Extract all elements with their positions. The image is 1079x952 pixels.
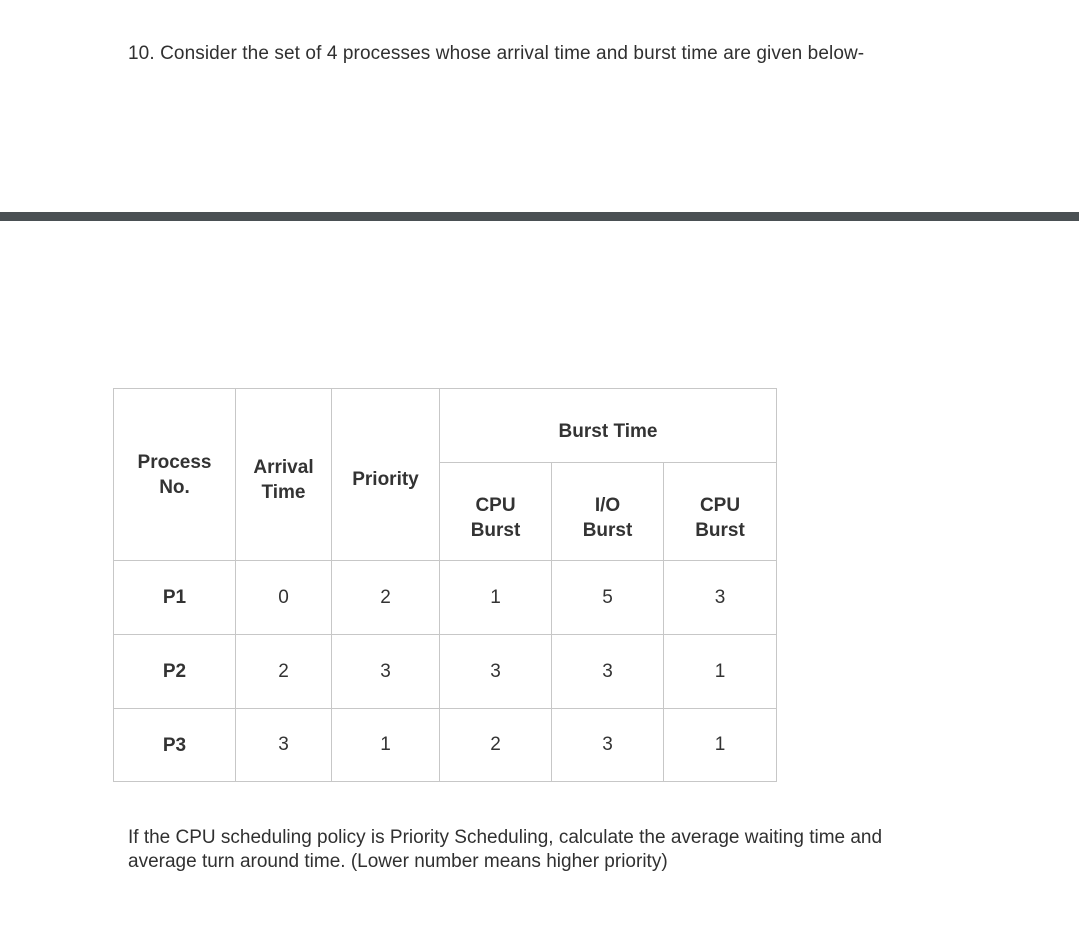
question-text: 10. Consider the set of 4 processes whose arrival time and burst time are given below- — [128, 43, 865, 64]
cell-priority: 2 — [332, 561, 440, 635]
header-cpu-burst-2 — [664, 463, 777, 561]
table-row — [114, 561, 777, 635]
header-burst-time-label: Burst Time — [558, 421, 658, 442]
cell-io-burst: 3 — [552, 709, 664, 782]
cell-process: P2 — [114, 635, 236, 709]
header-priority — [332, 389, 440, 561]
header-cpu-burst-2-line1: CPU — [699, 495, 741, 516]
header-io-burst-line1: I/O — [594, 495, 621, 516]
footer-line-2: average turn around time. (Lower number means higher priority) — [128, 851, 668, 872]
header-io-burst-line2: Burst — [582, 520, 633, 541]
cell-arrival: 0 — [236, 561, 332, 635]
header-process-line2: No. — [159, 476, 190, 498]
header-priority-label: Priority — [352, 469, 419, 490]
cell-arrival: 2 — [236, 635, 332, 709]
header-cpu-burst-2-line2: Burst — [695, 520, 745, 541]
header-process-line1: Process — [137, 451, 212, 473]
header-burst-time — [440, 389, 777, 463]
divider-bar — [0, 212, 1079, 221]
header-process-no — [114, 389, 236, 561]
header-cpu-burst-1-line1: CPU — [475, 495, 516, 516]
cell-cpu-burst-1: 1 — [440, 561, 552, 635]
header-arrival-line1: Arrival — [253, 457, 314, 478]
cell-cpu-burst-2: 1 — [664, 635, 777, 709]
header-cpu-burst-1 — [440, 463, 552, 561]
footer-question — [128, 826, 988, 874]
cell-cpu-burst-2: 1 — [664, 709, 777, 782]
cell-cpu-burst-1: 2 — [440, 709, 552, 782]
cell-process: P3 — [114, 709, 236, 782]
cell-priority: 3 — [332, 635, 440, 709]
table-row — [114, 709, 777, 782]
cell-arrival: 3 — [236, 709, 332, 782]
footer-line-1: If the CPU scheduling policy is Priority Scheduling, calculate the average waiting time and — [128, 827, 883, 848]
cell-io-burst: 5 — [552, 561, 664, 635]
cell-io-burst: 3 — [552, 635, 664, 709]
cell-priority: 1 — [332, 709, 440, 782]
table-row — [114, 635, 777, 709]
header-cpu-burst-1-line2: Burst — [470, 520, 521, 541]
header-arrival-time — [236, 389, 332, 561]
cell-cpu-burst-2: 3 — [664, 561, 777, 635]
process-table — [113, 388, 777, 782]
header-arrival-line2: Time — [261, 482, 306, 503]
header-io-burst — [552, 463, 664, 561]
cell-process: P1 — [114, 561, 236, 635]
cell-cpu-burst-1: 3 — [440, 635, 552, 709]
